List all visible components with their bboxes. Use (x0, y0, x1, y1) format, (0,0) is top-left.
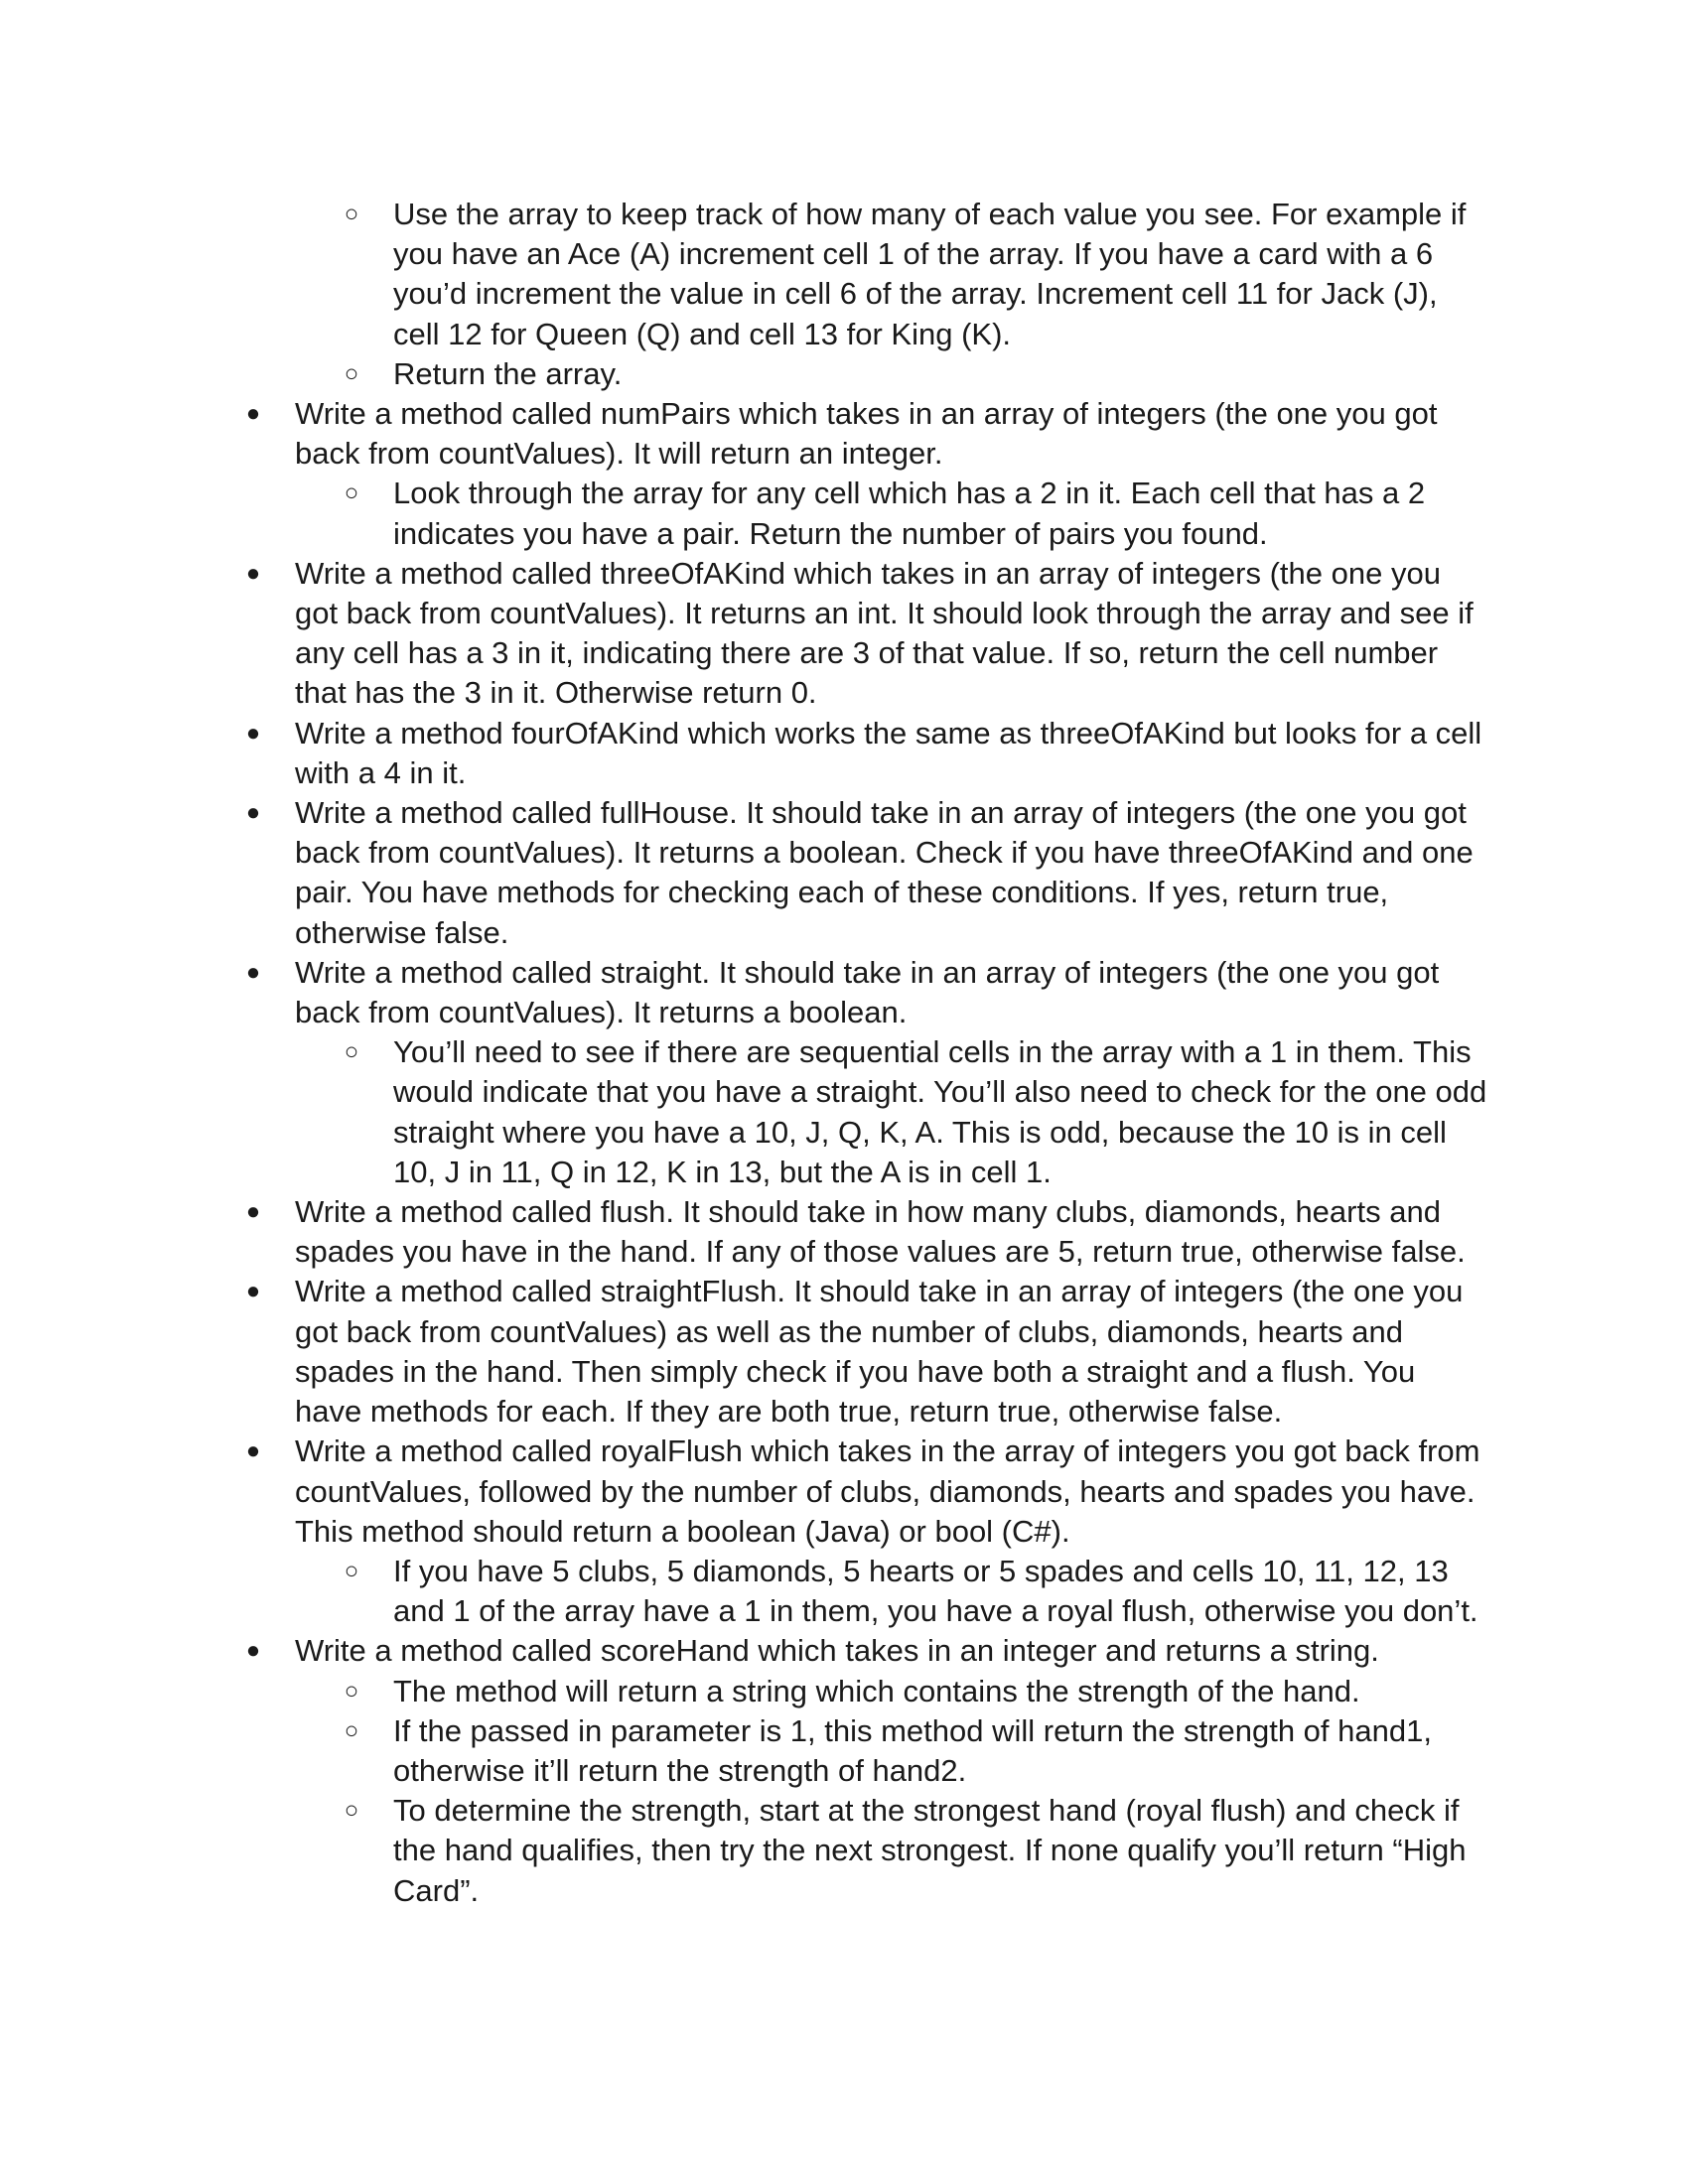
bullet-item (245, 394, 1489, 474)
filled-bullet-icon: ● (245, 559, 261, 587)
hollow-bullet-icon: ○ (344, 1797, 359, 1825)
bullet-item (245, 1432, 1489, 1552)
hollow-bullet-icon: ○ (344, 1677, 359, 1705)
filled-bullet-icon: ● (245, 719, 261, 747)
filled-bullet-icon: ● (245, 1637, 261, 1665)
bullet-text: Write a method called royalFlush which takes in the array of integers you got back from countValues, followed by the number of clubs, diamonds, hearts and spades you have. This method should return a boolean (Java) or bool (C#). (295, 1433, 1480, 1549)
sub-bullet-item (344, 1032, 1491, 1192)
hollow-bullet-icon: ○ (344, 479, 359, 507)
sub-bullet-item (344, 354, 1491, 394)
bullet-text: Look through the array for any cell which has a 2 in it. Each cell that has a 2 indicates you have a pair. Return the number of pairs you found. (393, 476, 1426, 551)
sub-bullet-item (344, 1552, 1491, 1631)
bullet-text: Write a method called fullHouse. It should take in an array of integers (the one you got back from countValues). It returns a boolean. Check if you have threeOfAKind and one pair. You have methods for checking each of these conditions. If yes, return true, otherwise false. (295, 795, 1474, 950)
bullet-text: If you have 5 clubs, 5 diamonds, 5 hearts or 5 spades and cells 10, 11, 12, 13 and 1 of the array have a 1 in them, you have a royal flush, otherwise you don’t. (393, 1553, 1478, 1629)
sub-bullet-item (344, 195, 1491, 354)
bullet-item (245, 714, 1489, 793)
bullet-text: You’ll need to see if there are sequential cells in the array with a 1 in them. This would indicate that you have a straight. You’ll also need to check for the one odd straight where you have a 10, J, Q, K, A. This is odd, because the 10 is in cell 10, J in 11, Q in 12, K in 13, but the A is in cell 1. (393, 1034, 1487, 1189)
hollow-bullet-icon: ○ (344, 1557, 359, 1584)
hollow-bullet-icon: ○ (344, 1038, 359, 1066)
bullet-text: Write a method called numPairs which takes in an array of integers (the one you got back from countValues). It will return an integer. (295, 396, 1438, 472)
hollow-bullet-icon: ○ (344, 201, 359, 227)
bullet-text: Return the array. (393, 355, 623, 391)
hollow-bullet-icon: ○ (344, 359, 359, 387)
bullet-text: To determine the strength, start at the strongest hand (royal flush) and check if the hand qualifies, then try the next strongest. If none qualify you’ll return “High Card”. (393, 1793, 1467, 1908)
bullet-text: Write a method called threeOfAKind which takes in an array of integers (the one you got back from countValues). It returns an int. It should look through the array and see if any cell has a 3 in it, indicating there are 3 of that value. If so, return the cell number that has the 3 in it. Otherwise return 0. (295, 555, 1474, 711)
filled-bullet-icon: ● (245, 1278, 261, 1305)
bullet-item (245, 793, 1489, 953)
bullet-text: Write a method called scoreHand which takes in an integer and returns a string. (295, 1633, 1379, 1669)
bullet-text: Write a method called straight. It should take in an array of integers (the one you got back from countValues). It returns a boolean. (295, 954, 1440, 1030)
filled-bullet-icon: ● (245, 799, 261, 827)
sub-bullet-item (344, 1711, 1491, 1791)
hollow-bullet-icon: ○ (344, 1716, 359, 1744)
bullet-text: If the passed in parameter is 1, this method will return the strength of hand1, otherwise it’ll return the strength of hand2. (393, 1712, 1432, 1788)
filled-bullet-icon: ● (245, 958, 261, 986)
bullet-list (0, 195, 1688, 1911)
bullet-item (245, 953, 1489, 1032)
bullet-item (245, 1631, 1489, 1671)
bullet-item (245, 554, 1489, 714)
bullet-item (245, 1272, 1489, 1432)
filled-bullet-icon: ● (245, 1437, 261, 1465)
sub-bullet-item (344, 1672, 1491, 1711)
bullet-text: Use the array to keep track of how many of each value you see. For example if you have an Ace (A) increment cell 1 of the array. If you have a card with a 6 you’d increment the value in cell 6 of the array. Increment cell 11 for Jack (J), cell 12 for Queen (Q) and cell 13 for King (K). (393, 197, 1467, 351)
filled-bullet-icon: ● (245, 400, 261, 428)
filled-bullet-icon: ● (245, 1198, 261, 1226)
bullet-text: Write a method fourOfAKind which works the same as threeOfAKind but looks for a cell with a 4 in it. (295, 715, 1482, 790)
bullet-text: Write a method called flush. It should take in how many clubs, diamonds, hearts and spades you have in the hand. If any of those values are 5, return true, otherwise false. (295, 1194, 1466, 1270)
bullet-item (245, 1192, 1489, 1272)
bullet-text: The method will return a string which contains the strength of the hand. (393, 1673, 1360, 1708)
bullet-text: Write a method called straightFlush. It should take in an array of integers (the one you got back from countValues) as well as the number of clubs, diamonds, hearts and spades in the hand. Then simply check if you have both a straight and a flush. You have methods for each. If they are both true, return true, otherwise false. (295, 1274, 1464, 1430)
sub-bullet-item (344, 474, 1491, 553)
sub-bullet-item (344, 1791, 1491, 1911)
